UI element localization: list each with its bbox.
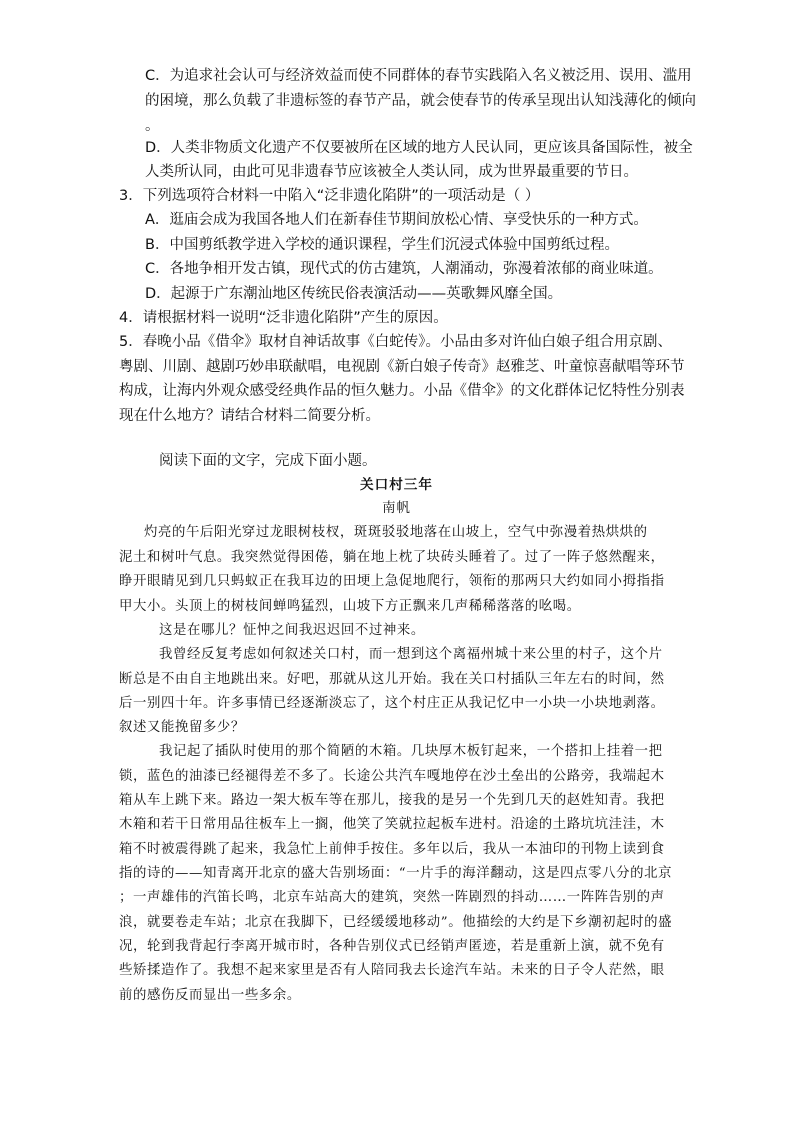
q3-option-d: D．起源于广东潮汕地区传统民俗表演活动——英歌舞风靡全国。 xyxy=(145,286,563,302)
q5-line-4: 现在什么地方？请结合材料二简要分析。 xyxy=(119,408,380,424)
q3-option-b: B．中国剪纸教学进入学校的通识课程，学生们沉浸式体验中国剪纸过程。 xyxy=(145,237,619,253)
p1-line-1: 灼亮的午后阳光穿过龙眼树枝杈，斑斑驳驳地落在山坡上，空气中弥漫着热烘烘的 xyxy=(144,525,648,540)
q5-line-1: 5．春晚小品《借伞》取材自神话故事《白蛇传》。小品由多对许仙白娘子组合用京剧、 xyxy=(119,334,672,350)
p4-line-5: 箱不时被震得跳了起来，我急忙上前伸手按住。多年以后，我从一本油印的刊物上读到食 xyxy=(119,842,665,857)
p4-line-8: 浪，就要卷走车站；北京在我脚下，已经缓缓地移动”。他描绘的大约是下乡潮初起时的盛 xyxy=(119,915,673,930)
q4-stem: 4．请根据材料一说明“泛非遗化陷阱”产生的原因。 xyxy=(119,310,448,326)
article-author: 南帆 xyxy=(382,501,411,516)
reading-instruction: 阅读下面的文字，完成下面小题。 xyxy=(159,453,377,469)
q3-option-a: A．逛庙会成为我国各地人们在新春佳节期间放松心情、享受快乐的一种方式。 xyxy=(145,212,648,228)
q2-option-c-line-3: 。 xyxy=(145,118,160,134)
p4-line-11: 前的感伤反而显出一些多余。 xyxy=(119,988,301,1003)
p4-line-10: 些矫揉造作了。我想不起来家里是否有人陪同我去长途汽车站。未来的日子令人茫然，眼 xyxy=(119,963,665,978)
p1-line-4: 甲大小。头顶上的树枝间蝉鸣猛烈，山坡下方正飘来几声稀稀落落的吆喝。 xyxy=(119,599,581,614)
q5-line-2: 粤剧、川剧、越剧巧妙串联献唱，电视剧《新白娘子传奇》赵雅芝、叶童惊喜献唱等环节 xyxy=(119,359,685,375)
q3-stem: 3．下列选项符合材料一中陷入“泛非遗化陷阱”的一项活动是（ ） xyxy=(119,188,540,204)
p4-line-9: 况，轮到我背起行李离开城市时，各种告别仪式已经销声匿迹，若是重新上演，就不免有 xyxy=(119,939,665,954)
p4-line-7: ；一声雄伟的汽笛长鸣，北京车站高大的建筑，突然一阵剧烈的抖动……一阵阵告别的声 xyxy=(119,890,665,905)
article-title: 关口村三年 xyxy=(360,477,433,493)
q2-option-d-line-1: D．人类非物质文化遗产不仅要被所在区域的地方人民认同，更应该具备国际性，被全 xyxy=(145,140,693,156)
p1-line-3: 睁开眼睛见到几只蚂蚁正在我耳边的田埂上急促地爬行，领衔的那两只大约如同小拇指指 xyxy=(119,574,665,589)
p4-line-6: 指的诗的——知青离开北京的盛大告别场面：“一片手的海洋翻动，这是四点零八分的北京 xyxy=(119,866,673,881)
p4-line-3: 箱从车上跳下来。路边一架大板车等在那儿，接我的是另一个先到几天的赵姓知青。我把 xyxy=(119,793,665,808)
p1-line-2: 泥土和树叶气息。我突然觉得困倦，躺在地上枕了块砖头睡着了。过了一阵子悠然醒来， xyxy=(119,550,665,565)
p3-line-2: 断总是不由自主地跳出来。好吧，那就从这儿开始。我在关口村插队三年左右的时间，然 xyxy=(119,672,665,687)
q2-option-c-line-1: C．为追求社会认可与经济效益而使不同群体的春节实践陷入名义被泛用、误用、滥用 xyxy=(145,68,692,84)
p4-line-1: 我记起了插队时使用的那个简陋的木箱。几块厚木板钉起来，一个搭扣上挂着一把 xyxy=(159,744,663,759)
p3-line-4: 叙述又能挽留多少？ xyxy=(119,720,245,735)
p4-line-2: 锁，蓝色的油漆已经褪得差不多了。长途公共汽车嘎地停在沙土垒出的公路旁，我端起木 xyxy=(119,769,665,784)
p3-line-3: 后一别四十年。许多事情已经逐渐淡忘了，这个村庄正从我记忆中一小块一小块地剥落。 xyxy=(119,696,665,711)
q2-option-d-line-2: 人类所认同，由此可见非遗春节应该被全人类认同，成为世界最重要的节日。 xyxy=(145,164,638,180)
q3-option-c: C．各地争相开发古镇，现代式的仿古建筑，人潮涌动，弥漫着浓郁的商业味道。 xyxy=(145,261,663,277)
p2-line-1: 这是在哪儿？怔忡之间我迟迟回不过神来。 xyxy=(159,623,425,638)
q5-line-3: 构成，让海内外观众感受经典作品的恒久魅力。小品《借伞》的文化群体记忆特性分别表 xyxy=(119,383,685,399)
q2-option-c-line-2: 的困境，那么负载了非遗标签的春节产品，就会使春节的传承呈现出认知浅薄化的倾向 xyxy=(145,93,696,109)
p4-line-4: 木箱和若干日常用品往板车上一搁，他笑了笑就拉起板车进村。沿途的土路坑坑洼洼，木 xyxy=(119,817,665,832)
p3-line-1: 我曾经反复考虑如何叙述关口村，而一想到这个离福州城十来公里的村子，这个片 xyxy=(159,647,663,662)
